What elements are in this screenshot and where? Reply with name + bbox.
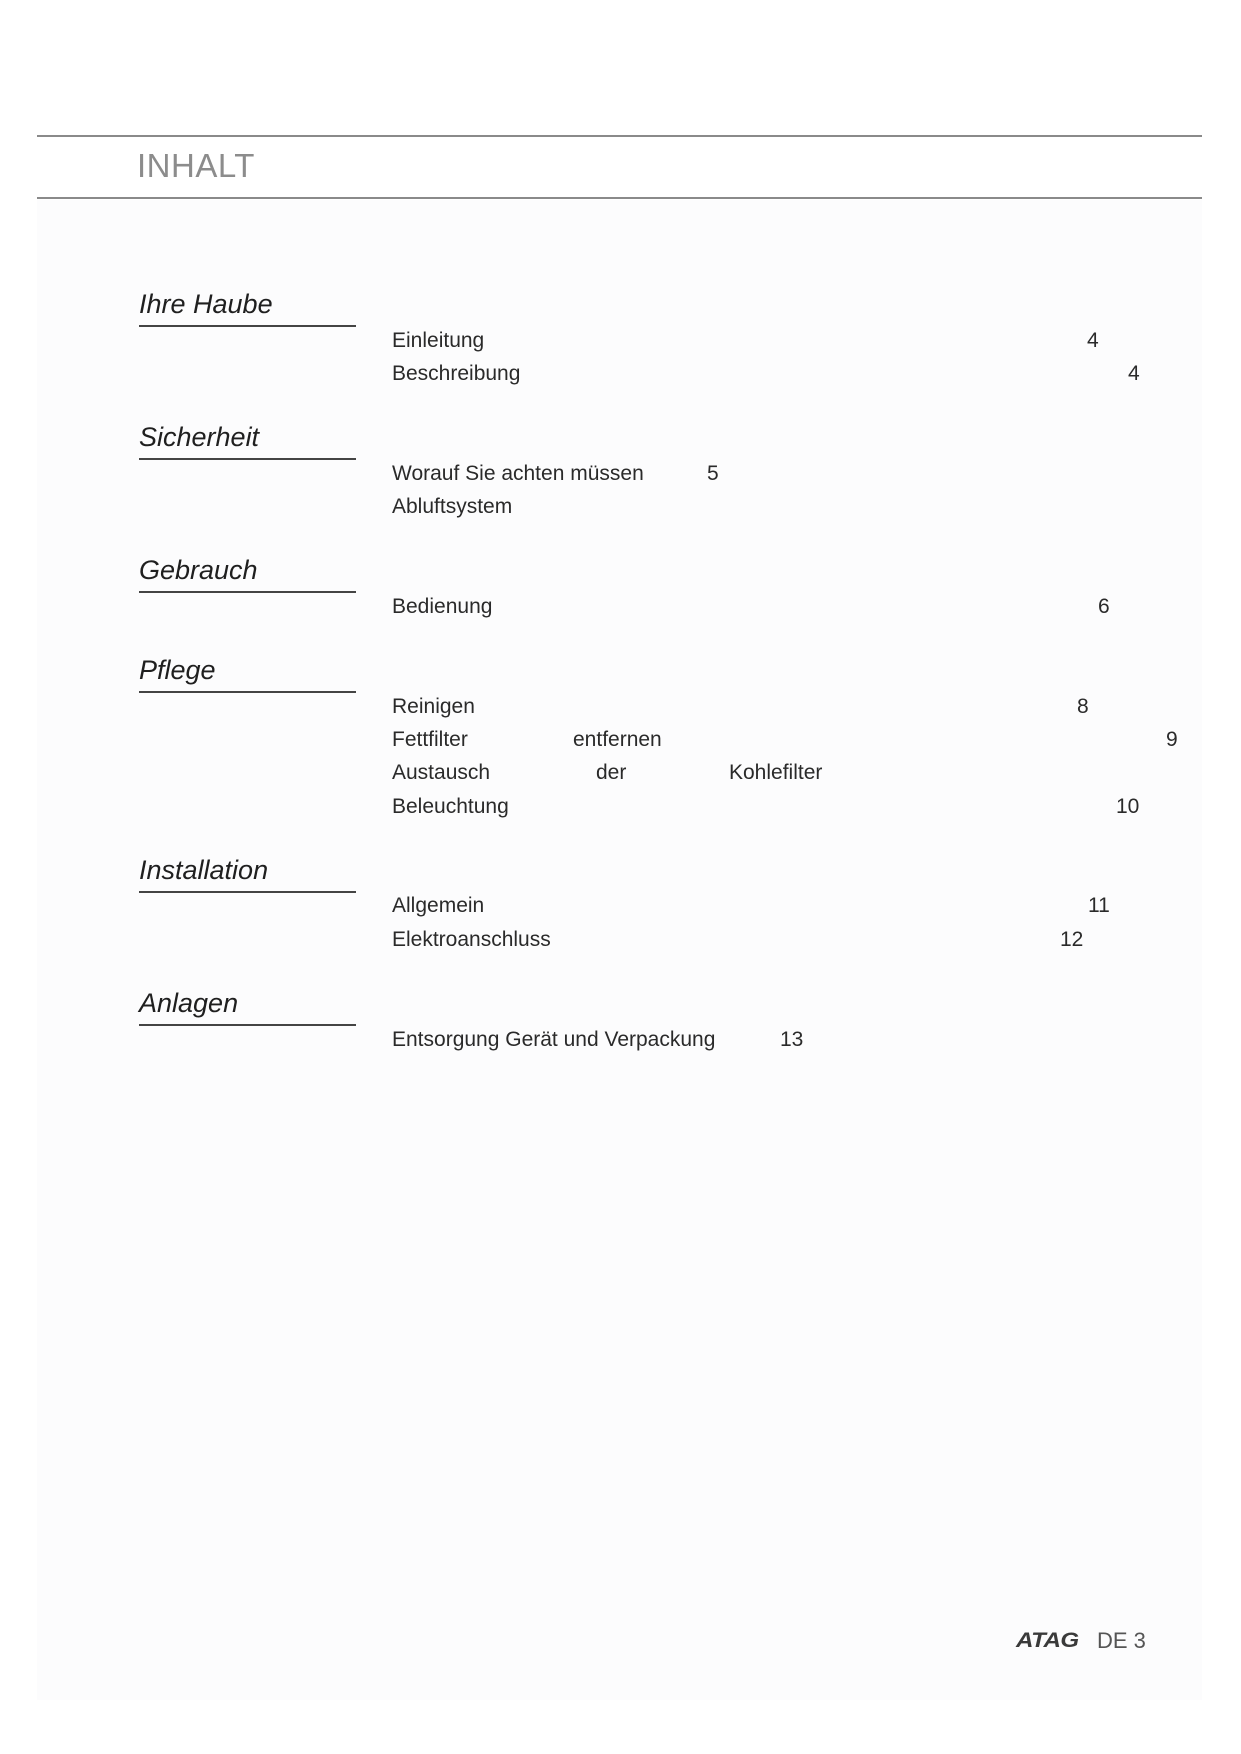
brand-logo: ATAG <box>1016 1629 1079 1652</box>
toc-entry-page: 5 <box>707 462 719 485</box>
toc-entry-page: 4 <box>1087 329 1099 352</box>
toc-entry-label-part[interactable]: der <box>596 761 627 784</box>
toc-entry-label-part[interactable]: entfernen <box>573 728 662 751</box>
toc-entry-label[interactable]: Einleitung <box>392 329 485 352</box>
toc-entry-page: 13 <box>780 1028 804 1051</box>
toc-entry-label[interactable]: Beleuchtung <box>392 795 509 818</box>
toc-entry-page: 12 <box>1060 928 1084 951</box>
toc-entry-page: 11 <box>1088 894 1110 917</box>
toc-entry-label[interactable]: Elektroanschluss <box>392 928 551 951</box>
page-number: DE 3 <box>1097 1628 1146 1653</box>
toc-entry-label-part[interactable]: Kohlefilter <box>729 761 823 784</box>
toc-entry-page: 6 <box>1098 595 1110 618</box>
section-heading-gebrauch: Gebrauch <box>139 555 356 593</box>
section-heading-ihre-haube: Ihre Haube <box>139 289 356 327</box>
header-rule-top <box>37 135 1202 137</box>
section-heading-pflege: Pflege <box>139 655 356 693</box>
header-rule-bottom <box>37 197 1202 199</box>
toc-entry-label[interactable]: Austausch <box>392 761 491 784</box>
section-heading-anlagen: Anlagen <box>139 988 356 1026</box>
toc-entry-label[interactable]: Entsorgung Gerät und Verpackung <box>392 1028 716 1051</box>
toc-entry-page: 8 <box>1077 695 1089 718</box>
toc-entry-label[interactable]: Fettfilter <box>392 728 468 751</box>
toc-entry-label[interactable]: Allgemein <box>392 894 485 917</box>
section-heading-sicherheit: Sicherheit <box>139 422 356 460</box>
toc-entry-page: 9 <box>1166 728 1178 751</box>
toc-entry-label[interactable]: Abluftsystem <box>392 495 513 518</box>
toc-entry-label[interactable]: Beschreibung <box>392 362 521 385</box>
toc-entry-page: 4 <box>1128 362 1140 385</box>
toc-entry-label[interactable]: Bedienung <box>392 595 493 618</box>
page-title: INHALT <box>137 147 255 184</box>
toc-entry-label[interactable]: Reinigen <box>392 695 475 718</box>
toc-entry-label[interactable]: Worauf Sie achten müssen <box>392 462 644 485</box>
toc-entry-page: 10 <box>1116 795 1140 818</box>
section-heading-installation: Installation <box>139 855 356 893</box>
